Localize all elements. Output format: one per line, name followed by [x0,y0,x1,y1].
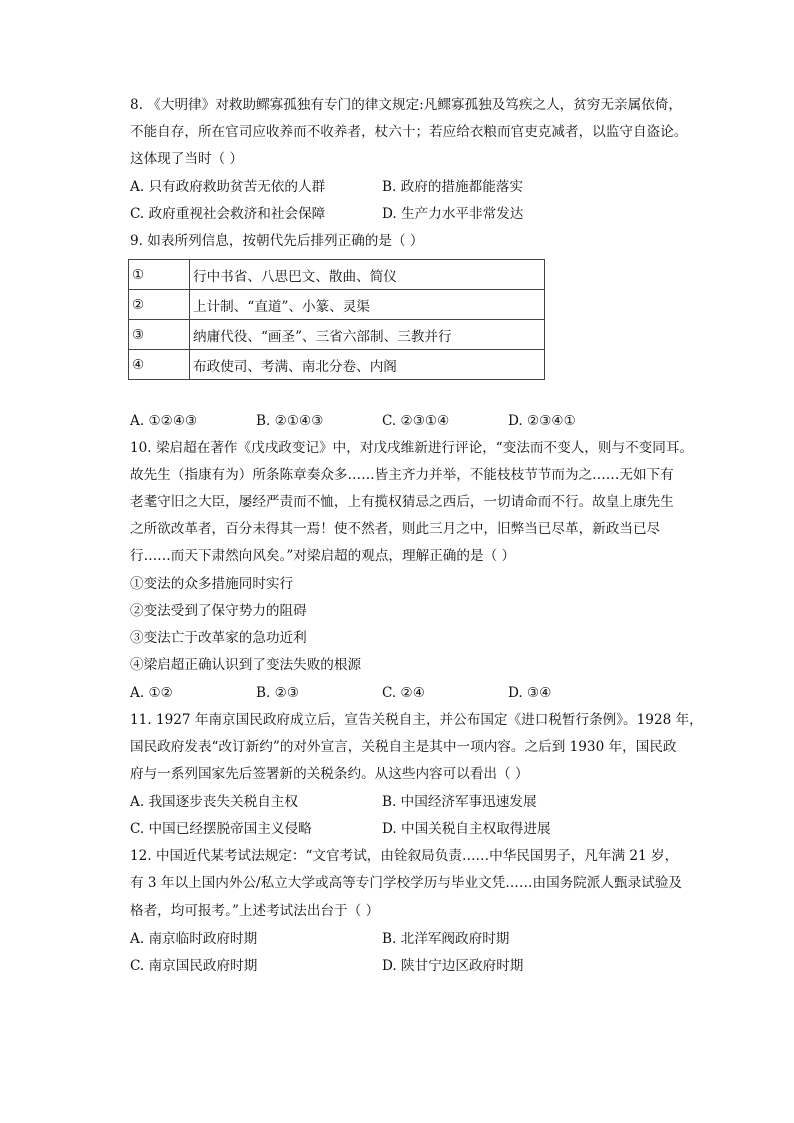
q12-option-c: C. 南京国民政府时期 [130,958,258,974]
q12-stem-line-3: 格者，均可报考。”上述考试法出台于（ ） [130,903,380,919]
q9-stem: 9. 如表所列信息，按朝代先后排列正确的是（ ） [130,233,424,249]
q12-stem-line-1: 12. 中国近代某考试法规定：“文官考试，由铨叙局负责……中华民国男子，凡年满 21 岁， [130,848,679,864]
q11-stem-line-2: 国民政府发表“改订新约”的对外宣言，关税自主是其中一项内容。之后到 1930 年，国民政 [130,739,677,755]
q10-stem-line-4: 之所欲改革者，百分未得其一焉！使不然者，则此三月之中，旧弊当已尽革，新政当已尽 [130,521,661,537]
table-cell-text: 纳庸代役、“画圣”、三省六部制、三教并行 [190,320,545,350]
q9-option-d: D. ②③④① [508,413,576,429]
q11-option-d: D. 中国关税自主权取得进展 [382,821,551,837]
table-cell-text: 行中书省、八思巴文、散曲、简仪 [190,260,545,290]
q10-statement-1: ①变法的众多措施同时实行 [130,576,294,592]
q11-option-b: B. 中国经济军事迅速发展 [382,794,537,810]
q11-stem-line-3: 府与一系列国家先后签署新的关税条约。从这些内容可以看出（ ） [130,766,529,782]
q10-option-a: A. ①② [130,685,173,701]
q10-stem-line-1: 10. 梁启超在著作《戊戌政变记》中，对戊戌维新进行评论，“变法而不变人，则与不变同耳。 [130,440,694,456]
q10-stem-line-5: 行……而天下肃然向风矣。”对梁启超的观点，理解正确的是（ ） [130,548,516,564]
q8-option-b: B. 政府的措施都能落实 [382,179,523,195]
table-row [129,260,545,290]
q12-option-b: B. 北洋军阀政府时期 [382,931,510,947]
q12-option-d: D. 陕甘宁边区政府时期 [382,958,524,974]
table-row [129,320,545,350]
q10-option-d: D. ③④ [508,685,552,701]
q11-option-c: C. 中国已经摆脱帝国主义侵略 [130,821,312,837]
q10-option-c: C. ②④ [382,685,425,701]
q10-statement-3: ③变法亡于改革家的急功近利 [130,630,307,646]
q8-option-d: D. 生产力水平非常发达 [382,206,524,222]
table-row [129,350,545,380]
q10-statement-2: ②变法受到了保守势力的阻碍 [130,603,307,619]
q8-stem-line-3: 这体现了当时（ ） [130,151,244,167]
q11-stem-line-1: 11. 1927 年南京国民政府成立后，宣告关税自主，并公布国定《进口税暂行条例》。1928 年， [130,712,703,728]
table-cell-number: ① [129,260,190,290]
q9-option-a: A. ①②④③ [130,413,198,429]
table-cell-number: ④ [129,350,190,380]
table-cell-text: 上计制、“直道”、小篆、灵渠 [190,290,545,320]
q10-statement-4: ④梁启超正确认识到了变法失败的根源 [130,657,362,673]
q8-option-c: C. 政府重视社会救济和社会保障 [130,206,326,222]
table-cell-number: ③ [129,320,190,350]
q9-option-c: C. ②③①④ [382,413,450,429]
q11-option-a: A. 我国逐步丧失关税自主权 [130,794,298,810]
q10-stem-line-2: 故先生（指康有为）所条陈章奏众多……皆主齐力并举，不能枝枝节节而为之……无如下有 [130,467,674,483]
q12-option-a: A. 南京临时政府时期 [130,931,258,947]
table-row [129,290,545,320]
table-cell-text: 布政使司、考满、南北分卷、内阁 [190,350,545,380]
q10-stem-line-3: 老耄守旧之大臣，屡经严责而不恤，上有揽权猜忌之西后，一切请命而不行。故皇上康先生 [130,494,674,510]
q8-stem-line-2: 不能自存，所在官司应收养而不收养者，杖六十；若应给衣粮而官吏克减者，以监守自盗论。 [130,124,688,140]
q10-option-b: B. ②③ [256,685,300,701]
q8-stem-line-1: 8. 《大明律》对救助鳏寡孤独有专门的律文规定:凡鳏寡孤独及笃疾之人，贫穷无亲属依倚， [130,97,683,113]
table-cell-number: ② [129,290,190,320]
q12-stem-line-2: 有 3 年以上国内外公/私立大学或高等专门学校学历与毕业文凭……由国务院派人甄录试验及 [130,875,683,891]
q9-info-table [128,259,545,380]
q8-option-a: A. 只有政府救助贫苦无依的人群 [130,179,326,195]
q9-option-b: B. ②①④③ [256,413,324,429]
